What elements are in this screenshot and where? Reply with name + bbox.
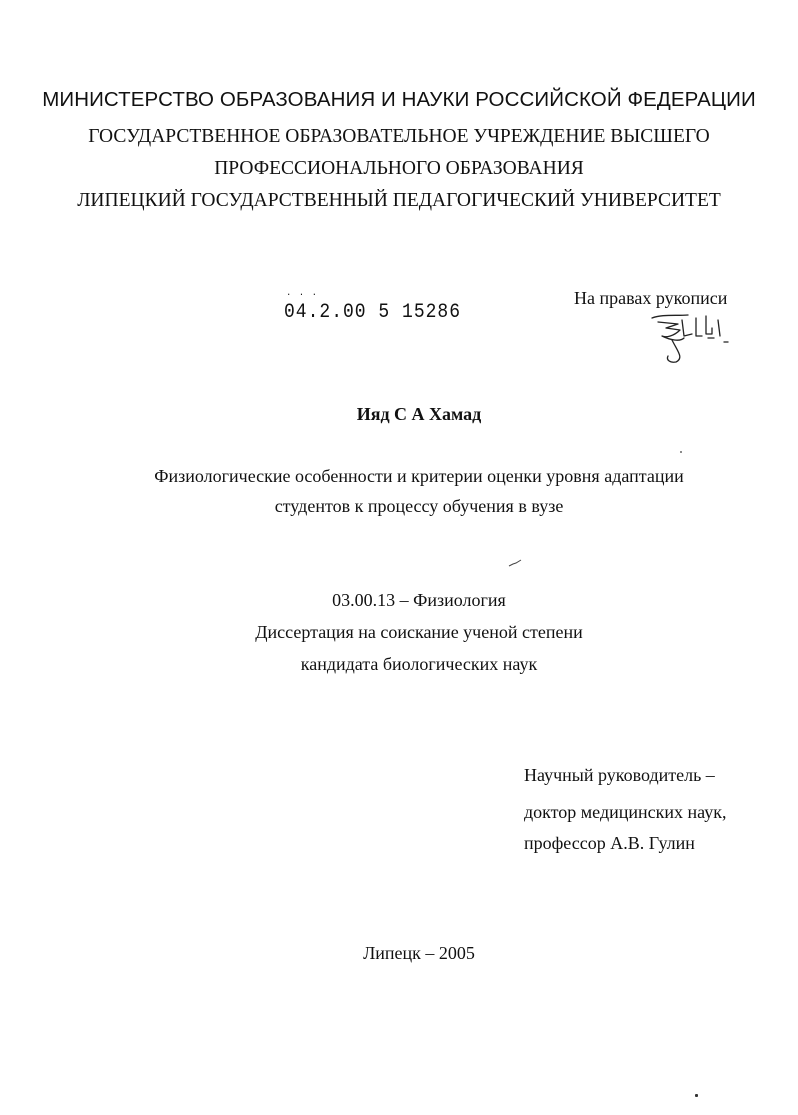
- degree-line-1: Диссертация на соискание ученой степени: [255, 622, 583, 642]
- scan-speck: [508, 559, 522, 567]
- handwritten-signature: [648, 306, 738, 364]
- scan-speck: [680, 451, 682, 453]
- stamp-dots: · · ·: [286, 290, 319, 300]
- advisor-name: профессор А.В. Гулин: [524, 833, 695, 853]
- city-year: Липецк – 2005: [363, 943, 475, 963]
- manuscript-rights-note: На правах рукописи: [574, 288, 728, 308]
- thesis-title-line-1: Физиологические особенности и критерии оценки уровня адаптации: [154, 466, 684, 486]
- university-heading: ЛИПЕЦКИЙ ГОСУДАРСТВЕННЫЙ ПЕДАГОГИЧЕСКИЙ УНИВЕРСИТЕТ: [77, 190, 721, 211]
- institution-heading-line-2: ПРОФЕССИОНАЛЬНОГО ОБРАЗОВАНИЯ: [214, 158, 584, 179]
- advisor-degree: доктор медицинских наук,: [524, 802, 727, 822]
- advisor-label: Научный руководитель –: [524, 765, 715, 785]
- thesis-title-line-2: студентов к процессу обучения в вузе: [274, 496, 564, 516]
- scan-speck: [695, 1094, 698, 1097]
- registration-stamp-number: 04.2.00 5 15286: [284, 301, 462, 324]
- ministry-heading: МИНИСТЕРСТВО ОБРАЗОВАНИЯ И НАУКИ РОССИЙСКОЙ ФЕДЕРАЦИИ: [42, 88, 756, 111]
- institution-heading-line-1: ГОСУДАРСТВЕННОЕ ОБРАЗОВАТЕЛЬНОЕ УЧРЕЖДЕНИЕ ВЫСШЕГО: [88, 126, 710, 147]
- author-name: Ияд С А Хамад: [356, 404, 482, 424]
- degree-line-2: кандидата биологических наук: [300, 654, 538, 674]
- specialty-code: 03.00.13 – Физиология: [332, 590, 506, 610]
